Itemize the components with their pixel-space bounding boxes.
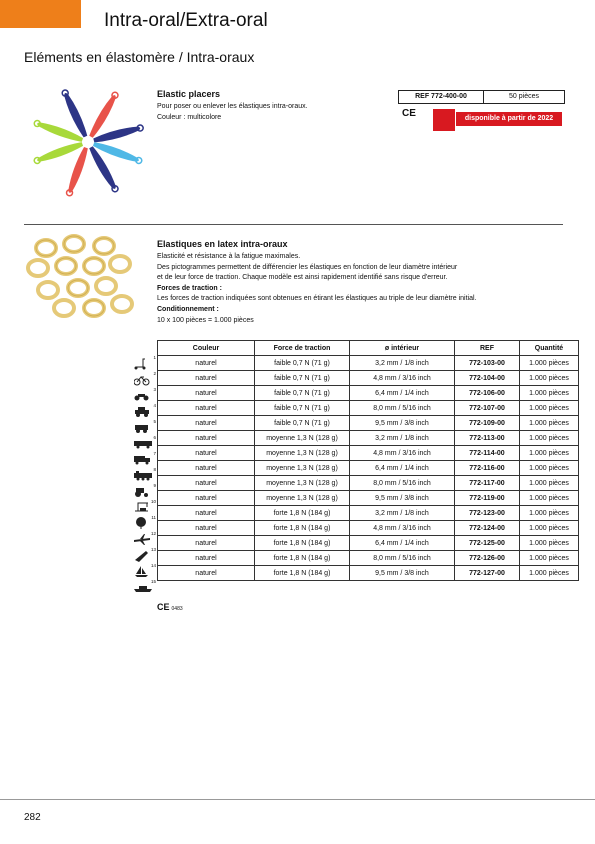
packaging-heading: Conditionnement : [157,305,219,313]
cell-color: naturel [158,536,255,551]
cell-diameter: 8,0 mm / 5/16 inch [350,551,455,566]
cell-force: forte 1,8 N (184 g) [255,536,350,551]
cell-qty: 1.000 pièces [520,356,579,371]
cell-ref: 772-106-00 [455,386,520,401]
availability-marker [433,109,455,131]
cell-color: naturel [158,416,255,431]
cell-color: naturel [158,461,255,476]
elastic-placers-description [157,102,387,123]
cell-ref: 772-103-00 [455,356,520,371]
pictogram-number: 13 [150,547,156,552]
ship-icon [120,579,156,595]
cell-ref: 772-125-00 [455,536,520,551]
cell-force: moyenne 1,3 N (128 g) [255,431,350,446]
cell-qty: 1.000 pièces [520,416,579,431]
cell-qty: 1.000 pièces [520,536,579,551]
cell-qty: 1.000 pièces [520,461,579,476]
cell-diameter: 6,4 mm / 1/4 inch [350,461,455,476]
pictogram-number: 4 [153,403,156,408]
cell-ref: 772-123-00 [455,506,520,521]
cell-ref: 772-126-00 [455,551,520,566]
forces-heading: Forces de traction : [157,284,222,292]
cell-qty: 1.000 pièces [520,386,579,401]
pictogram-number: 8 [153,467,156,472]
cell-diameter: 9,5 mm / 3/8 inch [350,566,455,581]
cell-ref: 772-113-00 [455,431,520,446]
cell-color: naturel [158,551,255,566]
latex-elastics-title: Elastiques en latex intra-oraux [157,239,288,249]
table-row [158,566,579,581]
pictogram-column [120,355,156,595]
cell-diameter: 4,8 mm / 3/16 inch [350,521,455,536]
train-icon [120,467,156,483]
cell-diameter: 3,2 mm / 1/8 inch [350,356,455,371]
cell-ref: 772-119-00 [455,491,520,506]
section-divider [24,224,563,225]
cell-qty: 1.000 pièces [520,521,579,536]
cell-force: moyenne 1,3 N (128 g) [255,491,350,506]
cell-ref: 772-116-00 [455,461,520,476]
table-header-row [158,341,579,356]
elastic-placers-ref-box [398,90,565,104]
cell-color: naturel [158,476,255,491]
scooter-icon [120,355,156,371]
cell-qty: 1.000 pièces [520,371,579,386]
crane-icon [120,499,156,515]
pictogram-number: 9 [153,483,156,488]
cell-ref: 772-109-00 [455,416,520,431]
pictogram-number: 5 [153,419,156,424]
cell-diameter: 9,5 mm / 3/8 inch [350,491,455,506]
cell-qty: 1.000 pièces [520,506,579,521]
tractor-icon [120,483,156,499]
pictogram-number: 10 [150,499,156,504]
cell-color: naturel [158,431,255,446]
cell-qty: 1.000 pièces [520,566,579,581]
table-row [158,551,579,566]
page-title: Intra-oral/Extra-oral [104,10,268,31]
cell-diameter: 8,0 mm / 5/16 inch [350,476,455,491]
footer-rule [0,799,595,800]
cell-ref: 772-107-00 [455,401,520,416]
pictogram-number: 6 [153,435,156,440]
cell-force: faible 0,7 N (71 g) [255,371,350,386]
motorbike-icon [120,387,156,403]
cell-color: naturel [158,506,255,521]
cell-force: moyenne 1,3 N (128 g) [255,476,350,491]
cell-color: naturel [158,566,255,581]
airplane-icon [120,531,156,547]
pictogram-number: 11 [151,515,156,520]
col-header-color: Couleur [158,341,255,356]
cell-color: naturel [158,401,255,416]
col-header-qty: Quantité [520,341,579,356]
desc-line-2: Des pictogrammes permettent de différencier les élastiques en fonction de leur diamètre intérieur [157,263,458,271]
cell-force: moyenne 1,3 N (128 g) [255,446,350,461]
cell-diameter: 3,2 mm / 1/8 inch [350,506,455,521]
cell-diameter: 9,5 mm / 3/8 inch [350,416,455,431]
cell-diameter: 8,0 mm / 5/16 inch [350,401,455,416]
cell-force: forte 1,8 N (184 g) [255,566,350,581]
table-row [158,431,579,446]
cell-force: forte 1,8 N (184 g) [255,521,350,536]
table-row [158,536,579,551]
sailboat-icon [120,563,156,579]
elastic-placers-use: Pour poser ou enlever les élastiques intra-oraux. [157,103,308,110]
table-row [158,416,579,431]
table-row [158,476,579,491]
latex-elastics-image [26,234,136,320]
col-header-ref: REF [455,341,520,356]
cell-ref: 772-127-00 [455,566,520,581]
pictogram-number: 7 [153,451,156,456]
latex-elastics-description [157,252,567,326]
cell-diameter: 3,2 mm / 1/8 inch [350,431,455,446]
bicycle-icon [120,371,156,387]
table-row [158,446,579,461]
ce-mark: CE [402,108,416,119]
cell-force: forte 1,8 N (184 g) [255,506,350,521]
col-header-force: Force de traction [255,341,350,356]
cell-ref: 772-104-00 [455,371,520,386]
cell-ref: 772-124-00 [455,521,520,536]
elastic-placers-color: Couleur : multicolore [157,113,222,121]
table-row [158,371,579,386]
pictogram-number: 14 [150,563,156,568]
cell-force: forte 1,8 N (184 g) [255,551,350,566]
forces-text: Les forces de traction indiquées sont obtenues en étirant les élastiques au triple de leur diamètre initial. [157,295,477,303]
cell-force: faible 0,7 N (71 g) [255,356,350,371]
car-icon [120,403,156,419]
cell-ref: 772-114-00 [455,446,520,461]
cell-diameter: 4,8 mm / 3/16 inch [350,446,455,461]
section-title: Eléments en élastomère / Intra-oraux [24,49,255,65]
table-row [158,491,579,506]
cell-qty: 1.000 pièces [520,401,579,416]
pictogram-number: 3 [153,387,156,392]
packaging-text: 10 x 100 pièces = 1.000 pièces [157,316,254,324]
pictogram-number: 2 [153,371,156,376]
cell-qty: 1.000 pièces [520,551,579,566]
cell-force: faible 0,7 N (71 g) [255,416,350,431]
page-number: 282 [24,812,41,823]
cell-ref: 772-117-00 [455,476,520,491]
pictogram-number: 15 [150,579,156,584]
table-row [158,401,579,416]
table-row [158,506,579,521]
cell-qty: 1.000 pièces [520,476,579,491]
pictogram-number: 1 [153,355,156,360]
cell-color: naturel [158,386,255,401]
cell-qty: 1.000 pièces [520,431,579,446]
col-header-diameter: ø intérieur [350,341,455,356]
table-row [158,356,579,371]
elastics-table [157,340,579,581]
cell-color: naturel [158,356,255,371]
cell-color: naturel [158,446,255,461]
rocket-icon [120,547,156,563]
availability-badge: disponible à partir de 2022 [456,112,562,126]
cell-qty: 1.000 pièces [520,491,579,506]
cell-force: moyenne 1,3 N (128 g) [255,461,350,476]
cell-color: naturel [158,521,255,536]
cell-diameter: 6,4 mm / 1/4 inch [350,536,455,551]
ce-mark-text: CE [157,602,170,612]
desc-line-3: et de leur force de traction. Chaque modèle est ainsi rapidement identifié sans risque d'erreur. [157,274,448,282]
elastic-placers-qty: 50 pièces [509,93,539,100]
elastic-placers-title: Elastic placers [157,89,221,99]
table-row [158,386,579,401]
elastic-placers-ref: REF 772-400-00 [399,91,484,103]
ce-mark-footer [157,602,183,612]
truck-icon [120,451,156,467]
cell-color: naturel [158,491,255,506]
desc-line-1: Elasticité et résistance à la fatigue maximales. [157,253,301,260]
cell-qty: 1.000 pièces [520,446,579,461]
table-row [158,521,579,536]
cell-diameter: 4,8 mm / 3/16 inch [350,371,455,386]
header-accent-tab [0,0,81,28]
cell-force: faible 0,7 N (71 g) [255,386,350,401]
cell-diameter: 6,4 mm / 1/4 inch [350,386,455,401]
cell-color: naturel [158,371,255,386]
pictogram-number: 12 [150,531,156,536]
cell-force: faible 0,7 N (71 g) [255,401,350,416]
balloon-icon [120,515,156,531]
elastic-placers-image [26,84,150,200]
bus-icon [120,435,156,451]
ce-notified-body-number: 0483 [171,606,183,612]
jeep-icon [120,419,156,435]
table-row [158,461,579,476]
